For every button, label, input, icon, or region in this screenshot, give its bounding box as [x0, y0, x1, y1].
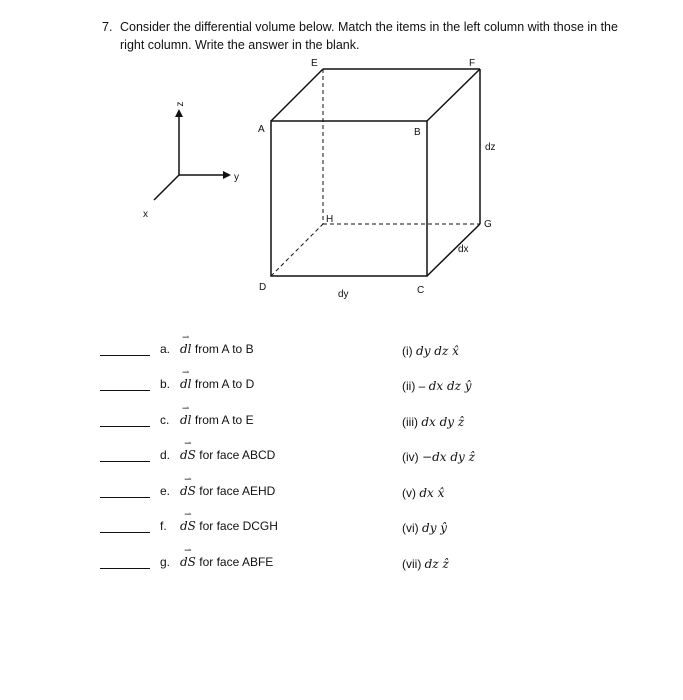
item-letter: e.	[160, 484, 171, 498]
right-item-label: (iv)	[402, 450, 419, 464]
item-letter: a.	[160, 342, 171, 356]
vertex-f-label: F	[469, 58, 476, 69]
answer-blank[interactable]	[100, 568, 150, 569]
item-description: from A to B	[194, 342, 254, 356]
answer-blank[interactable]	[100, 390, 150, 391]
vector-arrow: ⇀	[181, 333, 190, 343]
item-description: for face DCGH	[199, 519, 278, 533]
vector-arrow: ⇀	[184, 475, 192, 485]
edge-ae	[271, 69, 323, 121]
right-item-expression: dx dy ẑ	[421, 415, 465, 429]
right-item-label: (iii)	[402, 415, 418, 429]
right-item-vi	[402, 521, 447, 535]
right-item-expression: dy ŷ	[422, 521, 448, 535]
answer-blank[interactable]	[100, 355, 150, 356]
vertex-c-label: C	[417, 285, 425, 296]
item-symbol: dS	[180, 448, 196, 462]
y-axis-label: y	[234, 172, 239, 183]
vertex-d-label: D	[259, 282, 267, 293]
answer-blank[interactable]	[100, 426, 150, 427]
answer-blank[interactable]	[100, 461, 150, 462]
vector-arrow: ⇀	[181, 404, 190, 414]
item-symbol: dS	[180, 519, 196, 533]
right-item-iii	[402, 415, 464, 429]
right-item-expression: −dx dy ẑ	[422, 450, 475, 464]
answer-blank[interactable]	[100, 532, 150, 533]
x-axis-label: x	[143, 209, 148, 220]
question-number: 7.	[102, 20, 113, 34]
face-abcd	[271, 121, 427, 276]
right-item-expression: dx dz ŷ	[428, 379, 472, 393]
z-axis-arrowhead	[175, 109, 183, 117]
vector-arrow: ⇀	[184, 510, 192, 520]
right-item-expression: dz ẑ	[424, 557, 449, 571]
right-item-iv	[402, 450, 475, 464]
question-text: Consider the differential volume below. Match the items in the left column with those in the right column. Write the answer in the blank.	[120, 20, 618, 52]
right-item-label: (vii)	[402, 557, 422, 571]
item-symbol: dl	[180, 413, 192, 427]
item-description: from A to D	[194, 377, 255, 391]
item-letter: b.	[160, 377, 171, 391]
vector-arrow: ⇀	[184, 439, 192, 449]
right-item-vii	[402, 557, 449, 571]
dim-dy-label: dy	[338, 289, 349, 300]
right-item-label: (vi)	[402, 521, 419, 535]
item-symbol: dS	[180, 555, 196, 569]
edge-bf	[427, 69, 480, 121]
item-letter: c.	[160, 413, 170, 427]
vector-arrow: ⇀	[184, 546, 192, 556]
right-item-label: (ii) –	[402, 379, 426, 393]
vertex-b-label: B	[414, 127, 421, 138]
dim-dz-label: dz	[485, 142, 496, 153]
edge-dh	[271, 224, 323, 276]
right-item-label: (v)	[402, 486, 416, 500]
item-letter: d.	[160, 448, 171, 462]
vector-arrow: ⇀	[181, 368, 190, 378]
y-axis-arrowhead	[223, 171, 231, 179]
edge-cg	[427, 224, 480, 276]
item-symbol: dl	[180, 377, 192, 391]
dim-dx-label: dx	[458, 244, 469, 255]
right-item-v	[402, 486, 444, 500]
differential-volume-figure	[0, 0, 683, 320]
right-item-expression: dy dz x̂	[416, 344, 459, 358]
item-letter: f.	[160, 519, 167, 533]
item-description: for face ABFE	[199, 555, 274, 569]
item-letter: g.	[160, 555, 171, 569]
item-symbol: dl	[180, 342, 192, 356]
x-axis	[154, 175, 179, 200]
answer-blank[interactable]	[100, 497, 150, 498]
axes	[154, 109, 231, 200]
item-description: from A to E	[194, 413, 254, 427]
item-symbol: dS	[180, 484, 196, 498]
vertex-g-label: G	[484, 219, 492, 230]
vertex-h-label: H	[326, 214, 334, 225]
right-item-label: (i)	[402, 344, 413, 358]
right-item-ii	[402, 379, 472, 393]
right-item-i	[402, 344, 459, 358]
z-axis-label: z	[175, 101, 186, 107]
item-description: for face AEHD	[199, 484, 276, 498]
vertex-e-label: E	[311, 58, 318, 69]
right-item-expression: dx x̂	[419, 486, 445, 500]
vertex-a-label: A	[258, 124, 265, 135]
item-description: for face ABCD	[199, 448, 276, 462]
